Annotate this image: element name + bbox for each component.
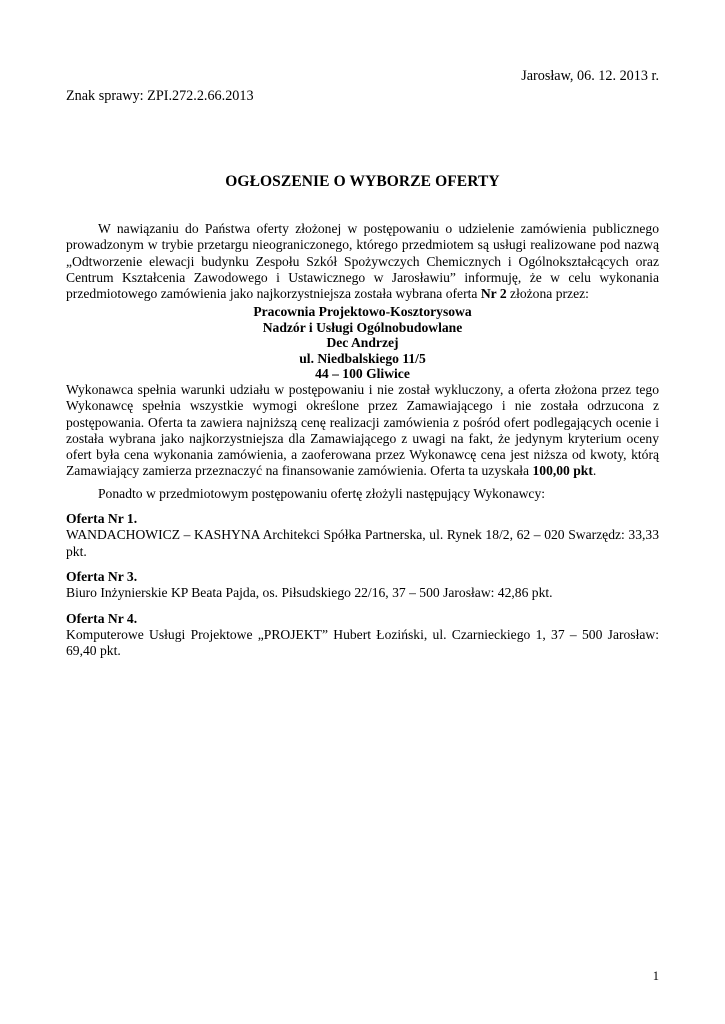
offer-item (66, 611, 659, 660)
winner-owner-line: Dec Andrzej (326, 335, 399, 351)
winner-score: 100,00 pkt (532, 463, 593, 479)
offer-heading: Oferta Nr 3. (66, 568, 138, 584)
winner-service-line: Nadzór i Usługi Ogólnobudowlane (262, 319, 463, 335)
justification-text: Wykonawca spełnia warunki udziału w postępowaniu i nie został wykluczony, a oferta złożona przez tego Wykonawcę spełnia wszystkie wymogi określone przez Zamawiającego i nie została odrzucona z postępowania. Oferta ta zawiera najniższą cenę realizacji zamówienia z pośród ofert podlegających ocenie i została wybrana jako najkorzystniejsza dla Zamawiającego z uwagi na fakt, że jedynym kryterium oceny ofert była cena wykonania zamówienia, a zaoferowana przez Wykonawcę cena jest niższa od kwoty, którą Zamawiający zamierza przeznaczyć na finansowanie zamówienia. Oferta ta uzyskała (66, 381, 659, 479)
justification-paragraph (66, 382, 659, 480)
offer-text: WANDACHOWICZ – KASHYNA Architekci Spółka Partnerska, ul. Rynek 18/2, 62 – 020 Swarzędz: 33,33 pkt. (66, 527, 659, 559)
document-title: OGŁOSZENIE O WYBORZE OFERTY (225, 173, 500, 190)
document-body (66, 221, 659, 659)
page-number: 1 (652, 968, 659, 983)
other-offers-intro: Ponadto w przedmiotowym postępowaniu ofertę złożyli następujący Wykonawcy: (98, 485, 546, 501)
offer-item (66, 569, 659, 602)
document-date: Jarosław, 06. 12. 2013 r. (521, 68, 659, 84)
winner-address-block (66, 304, 659, 382)
winning-offer-number: Nr 2 (480, 286, 507, 302)
offer-text: Komputerowe Usługi Projektowe „PROJEKT” Hubert Łoziński, ul. Czarnieckiego 1, 37 – 500 Jarosław: 69,40 pkt. (66, 626, 659, 659)
intro-text-end: złożona przez: (506, 286, 589, 302)
case-reference: Znak sprawy: ZPI.272.2.66.2013 (66, 88, 254, 104)
offer-heading: Oferta Nr 1. (66, 511, 138, 527)
offer-item (66, 511, 659, 560)
offer-heading: Oferta Nr 4. (66, 610, 138, 626)
winner-name-line: Pracownia Projektowo-Kosztorysowa (253, 304, 472, 320)
intro-text: W nawiązaniu do Państwa oferty złożonej w postępowaniu o udzielenie zamówienia publicznego prowadzonym w trybie przetargu nieograniczonego, którego przedmiotem są usługi realizowane pod nazwą „Odtworzenie elewacji budynku Zespołu Szkół Spożywczych Chemicznych i Ogólnokształcących oraz Centrum Kształcenia Zawodowego i Ustawicznego w Jarosławiu” informuję, że w celu wykonania przedmiotowego zamówienia jako najkorzystniejsza została wybrana oferta (66, 221, 659, 302)
justification-end: . (592, 463, 597, 479)
offer-text: Biuro Inżynierskie KP Beata Pajda, os. Piłsudskiego 22/16, 37 – 500 Jarosław: 42,86 pkt. (66, 585, 553, 601)
winner-street-line: ul. Niedbalskiego 11/5 (299, 350, 426, 366)
winner-city-line: 44 – 100 Gliwice (315, 366, 410, 382)
intro-paragraph (66, 221, 659, 302)
